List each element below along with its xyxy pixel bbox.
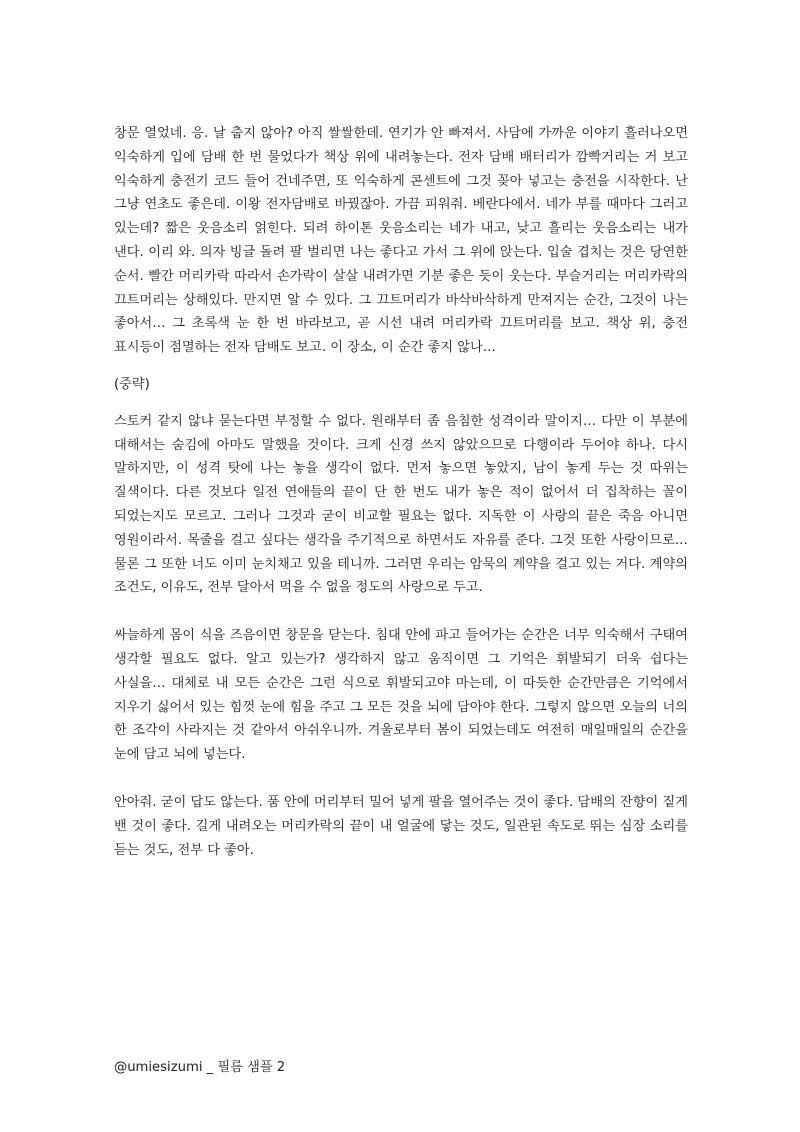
document-body: [114, 122, 688, 862]
paragraph-window: 싸늘하게 몸이 식을 즈음이면 창문을 닫는다. 침대 안에 파고 들어가는 순간은 너무 익숙해서 구태여 생각할 필요도 없다. 알고 있는가? 생각하지 않고 움직이면 그 기억은 휘발되기 더욱 쉽다는 사실을… 대체로 내 모든 순간은 그런 식으로 휘발되고야 마는데, 이 따듯한 순간만큼은 기억에서 지우기 싫어서 있는 힘껏 눈에 힘을 주고 그 모든 것을 뇌에 담아야 한다. 그렇지 않으면 오늘의 너의 한 조각이 사라지는 것 같아서 아쉬우니까. 겨울로부터 봄이 되었는데도 여전히 매일매일의 순간을 눈에 담고 뇌에 넣는다.: [114, 628, 688, 763]
paragraph-stalker: 스토커 같지 않냐 묻는다면 부정할 수 없다. 원래부터 좀 음침한 성격이라 말이지… 다만 이 부분에 대해서는 숨김에 아마도 말했을 것이다. 크게 신경 쓰지 않았으므로 다행이라 두어야 하나. 다시 말하지만, 이 성격 탓에 나는 놓을 생각이 없다. 먼저 놓으면 놓았지, 남이 놓게 두는 것 따위는 질색이다. 다른 것보다 일전 연애들의 끝이 단 한 번도 내가 놓은 적이 없어서 더 집착하는 꼴이 되었는지도 모르고. 그러나 그것과 굳이 비교할 필요는 없다. 지독한 이 사랑의 끝은 죽음 아니면 영원이라서. 목줄을 걸고 싶다는 생각을 주기적으로 하면서도 자유를 준다. 그것 또한 사랑이므로… 물론 그 또한 너도 이미 눈치채고 있을 테니까. 그러면 우리는 암묵의 계약을 걸고 있는 거다. 계약의 조건도, 이유도, 전부 달아서 먹을 수 없을 정도의 사랑으로 두고.: [114, 413, 688, 596]
paragraph-opening: 창문 열었네. 응. 날 춥지 않아? 아직 쌀쌀한데. 연기가 안 빠져서. 사담에 가까운 이야기 흘러나오면 익숙하게 입에 담배 한 번 물었다가 책상 위에 내려놓는다. 전자 담배 배터리가 깜빡거리는 거 보고 익숙하게 충전기 코드 들어 건네주면, 또 익숙하게 콘센트에 그것 꽂아 넣고는 충전을 시작한다. 난 그냥 연초도 좋은데. 이왕 전자담배로 바꿨잖아. 가끔 피워줘. 베란다에서. 네가 부를 때마다 그러고 있는데? 짧은 웃음소리 얽힌다. 되려 하이톤 웃음소리는 네가 내고, 낮고 흘리는 웃음소리는 내가 낸다. 이리 와. 의자 빙글 돌려 팔 벌리면 나는 좋다고 가서 그 위에 앉는다. 입술 겹치는 것은 당연한 순서. 빨간 머리카락 따라서 손가락이 살살 내려가면 기분 좋은 듯이 웃는다. 부슬거리는 머리카락의 끄트머리는 상해있다. 만지면 알 수 있다. 그 끄트머리가 바삭바삭하게 만져지는 순간, 그것이 나는 좋아서… 그 초록색 눈 한 번 바라보고, 곧 시선 내려 머리카락 끄트머리를 보고. 책상 위, 충전 표시등이 점멸하는 전자 담배도 보고. 이 장소, 이 순간 좋지 않나…: [114, 126, 688, 356]
paragraph-omission-marker: (중략): [114, 376, 150, 392]
footer-credit: @umiesizumi _ 필름 샘플 2: [114, 1060, 286, 1075]
paragraph-hug: 안아줘. 굳이 답도 않는다. 품 안에 머리부터 밀어 넣게 팔을 열어주는 것이 좋다. 담배의 잔향이 짙게 밴 것이 좋다. 길게 내려오는 머리카락의 끝이 내 얼굴에 닿는 것도, 일관된 속도로 뛰는 심장 소리를 듣는 것도, 전부 다 좋아.: [114, 794, 688, 858]
